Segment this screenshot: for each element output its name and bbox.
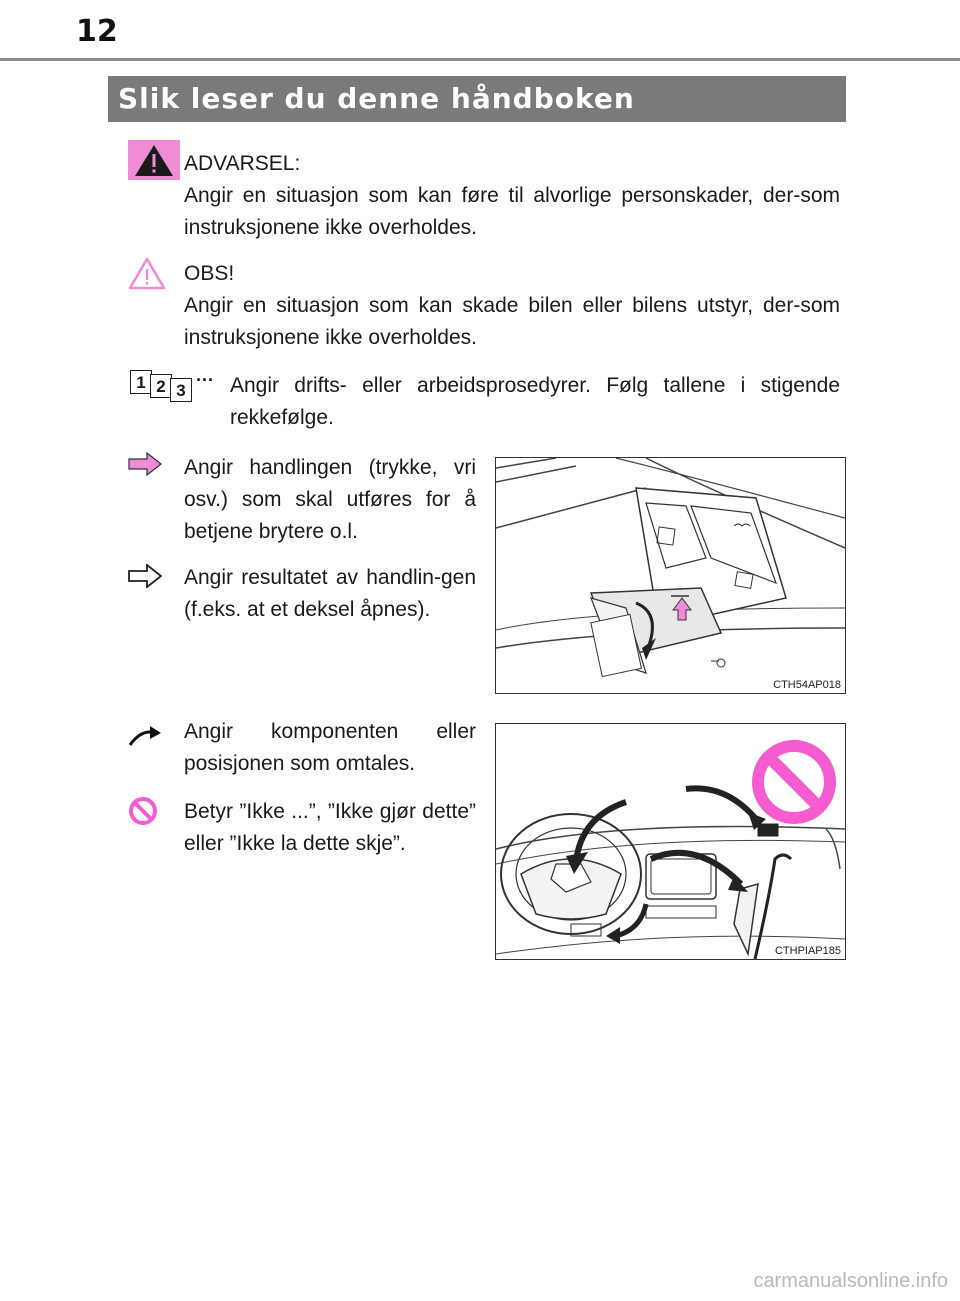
curved-arrow-icon bbox=[128, 725, 162, 747]
component-text: Angir komponenten eller posisjonen som omtales. bbox=[184, 720, 476, 775]
page-number: 12 bbox=[76, 14, 118, 49]
notice-heading: OBS! bbox=[184, 262, 235, 285]
no-symbol-icon bbox=[128, 796, 158, 826]
watermark: carmanualsonline.info bbox=[753, 1270, 948, 1292]
steps-text: Angir drifts- eller arbeidsprosedyrer. Følg tallene i stigende rekkefølge. bbox=[230, 374, 840, 429]
overhead-console-illustration bbox=[496, 458, 845, 693]
dashboard-illustration bbox=[496, 724, 845, 959]
section-title: Slik leser du denne håndboken bbox=[108, 76, 846, 122]
steps-ellipsis: ··· bbox=[196, 370, 214, 390]
prohibited-text: Betyr ”Ikke ...”, ”Ikke gjør dette” eller ”Ikke la dette skje”. bbox=[184, 800, 476, 855]
warning-triangle-outline-icon bbox=[128, 257, 166, 291]
notice-text: Angir en situasjon som kan skade bilen eller bilens utstyr, der-som instruksjonene ikke overholdes. bbox=[184, 294, 840, 349]
warning-triangle-filled-icon bbox=[128, 140, 180, 180]
arrow-filled-pink-icon bbox=[128, 452, 162, 476]
overhead-console-figure bbox=[495, 457, 846, 694]
dashboard-figure bbox=[495, 723, 846, 960]
warning-heading: ADVARSEL: bbox=[184, 152, 301, 175]
figure-code: CTH54AP018 bbox=[773, 679, 841, 691]
step-number-2: 2 bbox=[150, 374, 172, 398]
top-divider bbox=[0, 58, 960, 61]
result-text: Angir resultatet av handlin-gen (f.eks. at et deksel åpnes). bbox=[184, 566, 476, 621]
action-text: Angir handlingen (trykke, vri osv.) som skal utføres for å betjene brytere o.l. bbox=[184, 456, 476, 543]
figure-code: CTHPIAP185 bbox=[774, 945, 841, 957]
warning-text: Angir en situasjon som kan føre til alvorlige personskader, der-som instruksjonene ikke overholdes. bbox=[184, 184, 840, 239]
step-number-1: 1 bbox=[130, 370, 152, 394]
step-number-3: 3 bbox=[170, 378, 192, 402]
arrow-outline-icon bbox=[128, 564, 162, 588]
